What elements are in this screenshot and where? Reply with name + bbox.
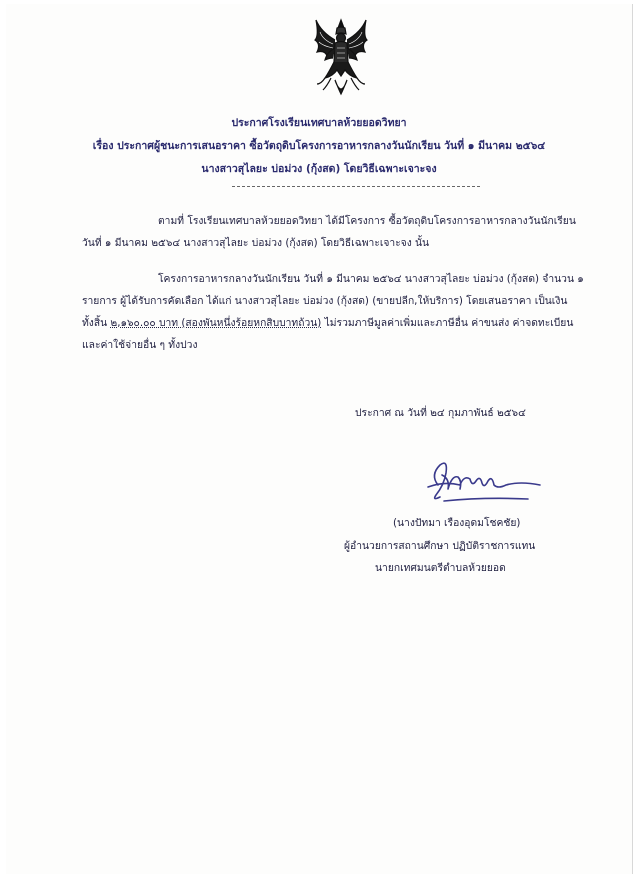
signatory-name: (นางปัทมา เรืองอุดมโชคชัย)	[393, 517, 521, 529]
tax-note: ไม่รวมภาษีมูลค่าเพิ่มและภาษีอื่น ค่าขนส่ง ค่าจดทะเบียน	[324, 317, 574, 329]
separator-line	[232, 186, 480, 187]
paragraph-intro-line-2: วันที่ ๑ มีนาคม ๒๕๖๔ นางสาวสุไลยะ บ่อม่วง (กุ้งสด) โดยวิธีเฉพาะเจาะจง นั้น	[82, 237, 430, 249]
signatory-position: ผู้อำนวยการสถานศึกษา ปฏิบัติราชการแทน	[344, 540, 536, 552]
garuda-emblem-icon	[313, 18, 369, 100]
announcement-title: ประกาศโรงเรียนเทศบาลห้วยยอดวิทยา	[231, 117, 407, 129]
total-amount: ๒,๑๖๐.๐๐ บาท (สองพันหนึ่งร้อยหกสิบบาทถ้วน)	[110, 317, 322, 329]
announcement-date: ประกาศ ณ วันที่ ๒๔ กุมภาพันธ์ ๒๕๖๔	[355, 407, 526, 419]
paragraph-intro-line-1: ตามที่ โรงเรียนเทศบาลห้วยยอดวิทยา ได้มีโครงการ ซื้อวัตถุดิบโครงการอาหารกลางวันนักเรียน	[158, 215, 576, 227]
document-page	[6, 4, 633, 874]
paragraph-result-line-3	[82, 312, 607, 334]
paragraph-result-line-1: โครงการอาหารกลางวันนักเรียน วันที่ ๑ มีนาคม ๒๕๖๔ นางสาวสุไลยะ บ่อม่วง (กุ้งสด) จำนวน ๑	[158, 273, 584, 285]
paragraph-result-line-2: รายการ ผู้ได้รับการคัดเลือก ได้แก่ นางสาวสุไลยะ บ่อม่วง (กุ้งสด) (ขายปลีก,ให้บริการ) โดยเสนอราคา เป็นเงิน	[82, 295, 568, 307]
announcement-winner: นางสาวสุไลยะ บ่อม่วง (กุ้งสด) โดยวิธีเฉพาะเจาะจง	[201, 163, 437, 175]
paragraph-result-line-4: และค่าใช้จ่ายอื่น ๆ ทั้งปวง	[82, 339, 198, 351]
total-label: ทั้งสิ้น	[82, 317, 108, 329]
paragraph-intro	[82, 210, 607, 254]
handwritten-signature	[424, 455, 544, 507]
signatory-acting-for: นายกเทศมนตรีตำบลห้วยยอด	[375, 562, 506, 574]
paragraph-result	[82, 268, 607, 356]
announcement-subject: เรื่อง ประกาศผู้ชนะการเสนอราคา ซื้อวัตถุดิบโครงการอาหารกลางวันนักเรียน วันที่ ๑ มีนาคม ๒๕๖๔	[92, 140, 546, 152]
